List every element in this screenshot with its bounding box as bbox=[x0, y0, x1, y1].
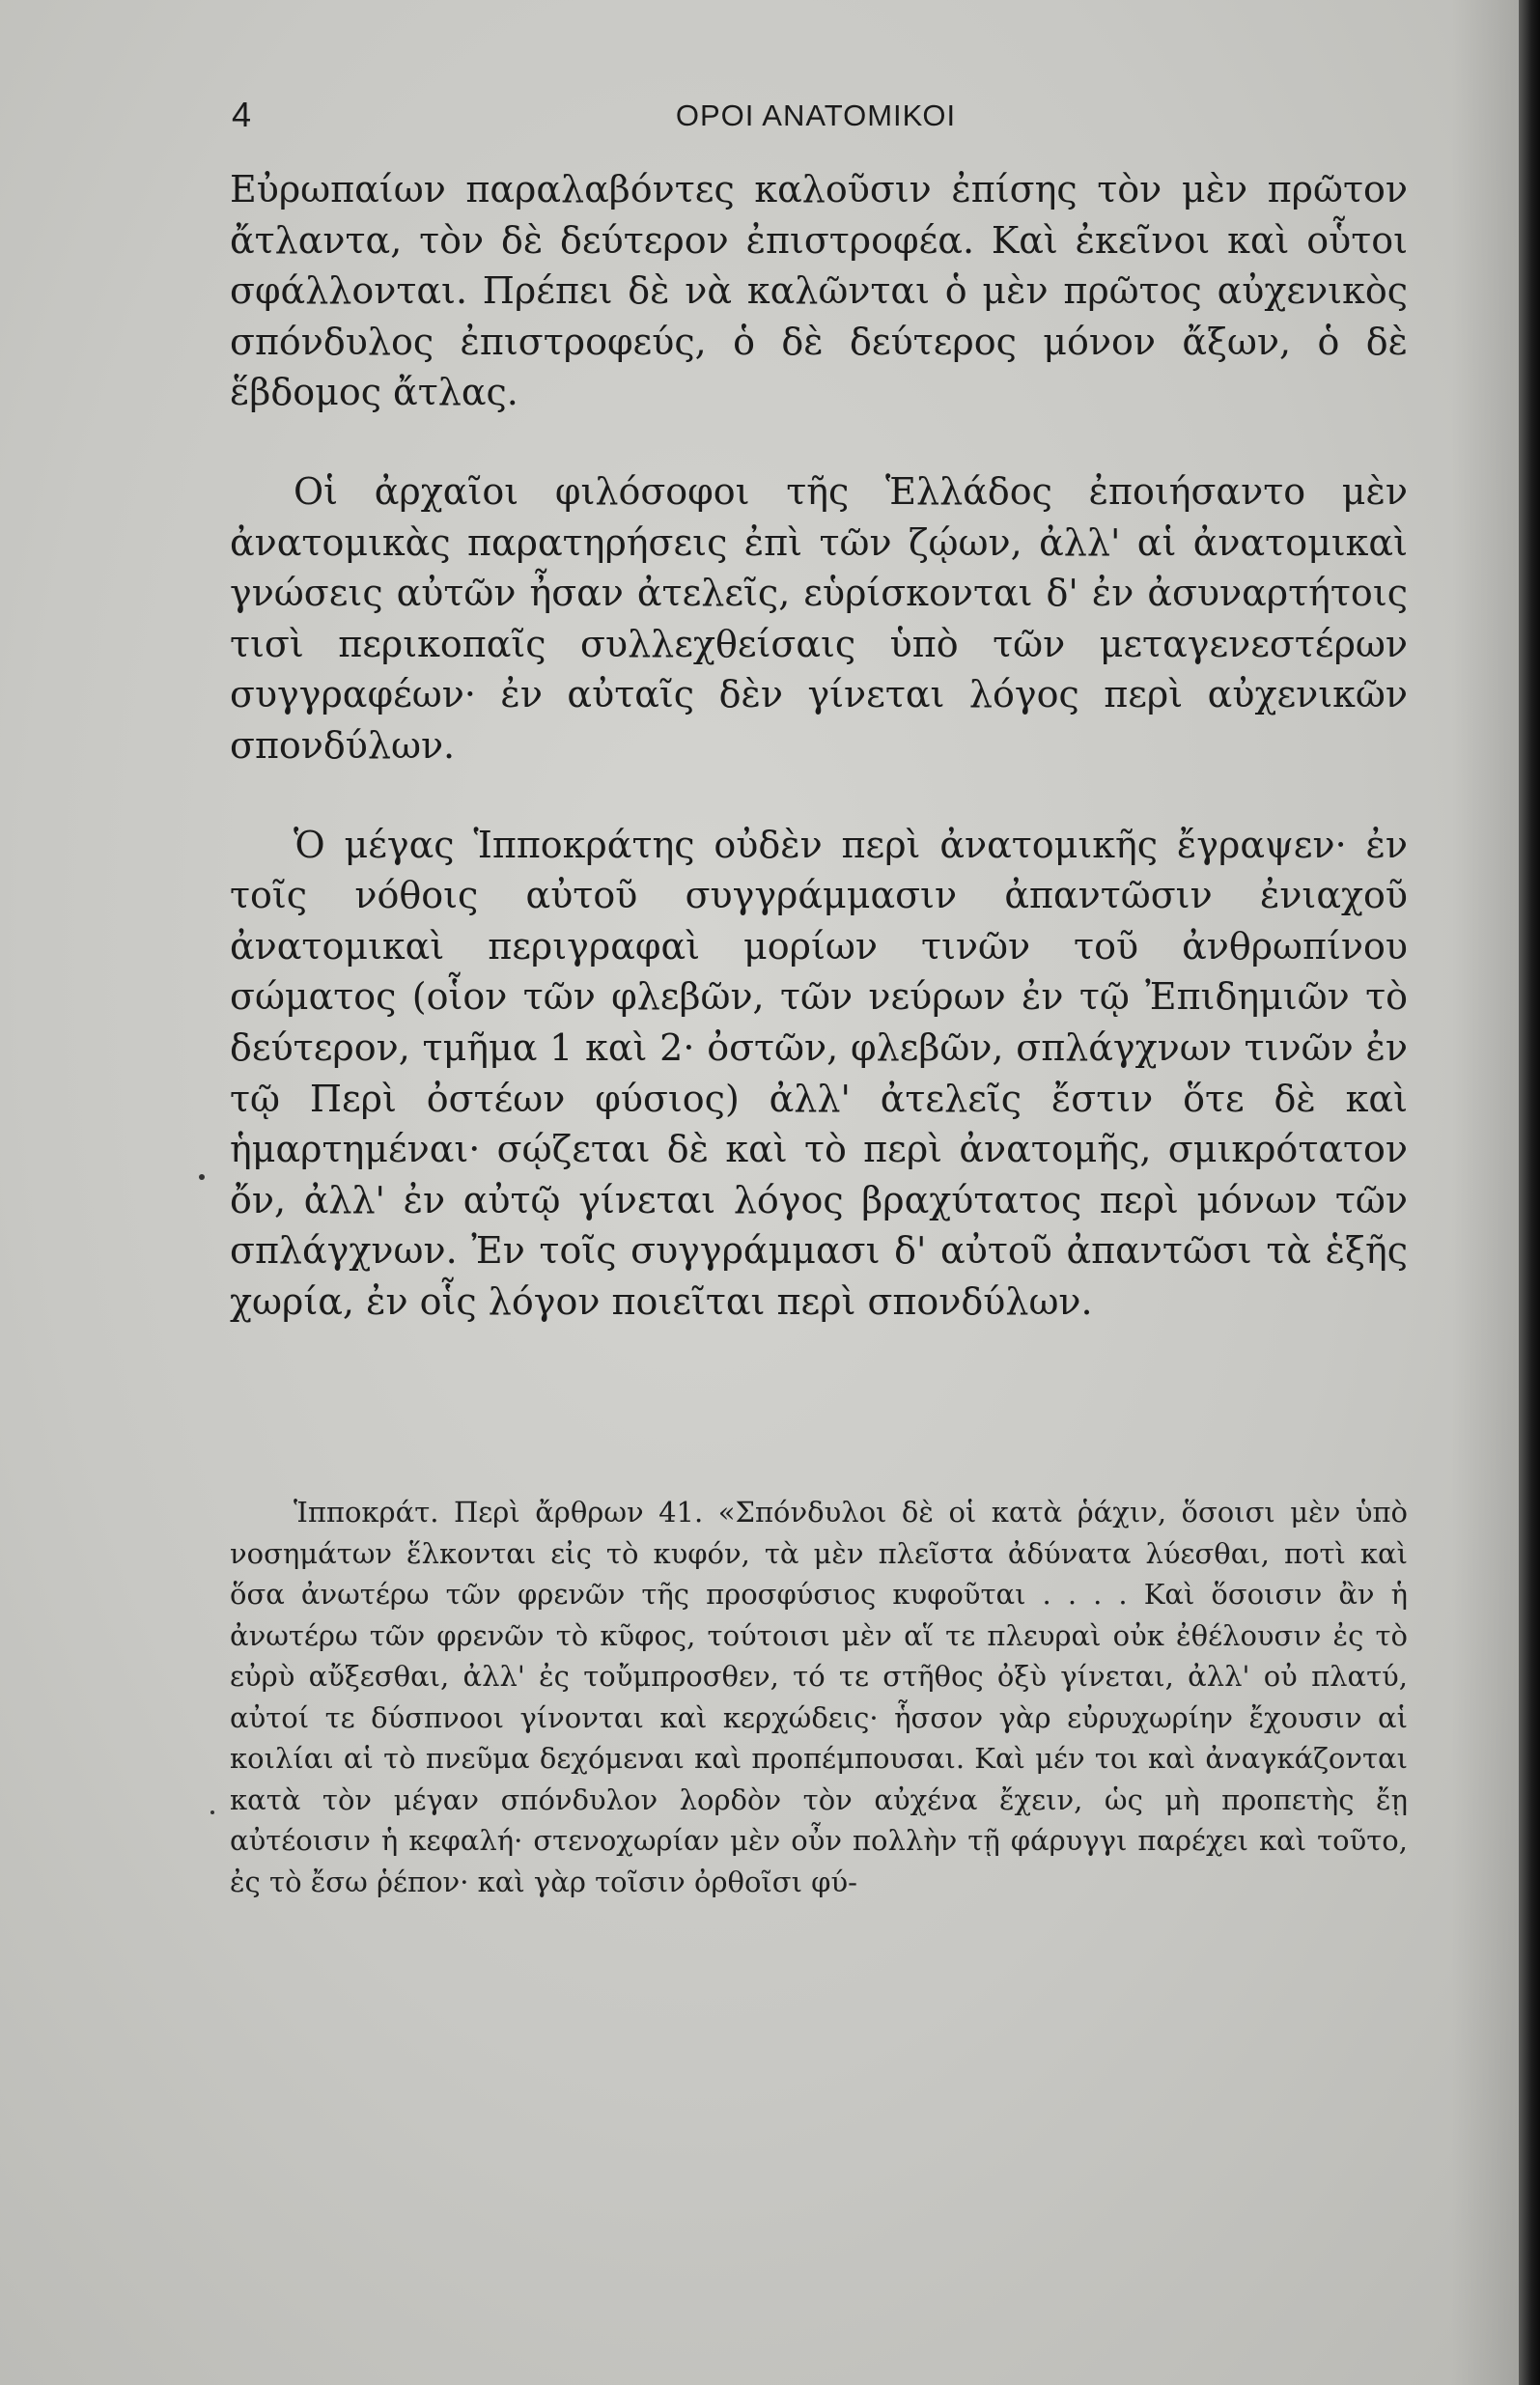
paragraph-1: Εὐρωπαίων παραλαβόντες καλοῦσιν ἐπίσης τὸν μὲν πρῶτον ἄτλαντα, τὸν δὲ δεύτερον ἐπιστροφέα. Καὶ ἐκεῖνοι καὶ οὗτοι σφάλλονται. Πρέπει δὲ νὰ καλῶνται ὁ μὲν πρῶτος αὐχενικὸς σπόνδυλος ἐπιστροφεύς, ὁ δὲ δεύτερος μόνον ἄξων, ὁ δὲ ἕβδομος ἄτλας. bbox=[230, 168, 1408, 414]
paragraph-3: Ὁ μέγας Ἱπποκράτης οὐδὲν περὶ ἀνατομικῆς ἔγραψεν· ἐν τοῖς νόθοις αὐτοῦ συγγράμμασιν ἀπαντῶσιν ἐνιαχοῦ ἀνατομικαὶ περιγραφαὶ μορίων τινῶν τοῦ ἀνθρωπίνου σώματος (οἷον τῶν φλεβῶν, τῶν νεύρων ἐν τῷ Ἐπιδημιῶν τὸ δεύτερον, τμῆμα 1 καὶ 2· ὀστῶν, φλεβῶν, σπλάγχνων τινῶν ἐν τῷ Περὶ ὀστέων φύσιος) ἀλλ' ἀτελεῖς ἔστιν ὅτε δὲ καὶ ἡμαρτημέναι· σῴζεται δὲ καὶ τὸ περὶ ἀνατομῆς, σμικρότατον ὄν, ἀλλ' ἐν αὐτῷ γίνεται λόγος βραχύτατος περὶ μόνων τῶν σπλάγχνων. Ἐν τοῖς συγγράμμασι δ' αὐτοῦ ἀπαντῶσι τὰ ἑξῆς χωρία, ἐν οἷς λόγον ποιεῖται περὶ σπονδύλων. bbox=[230, 823, 1408, 1323]
page-shadow bbox=[1451, 0, 1519, 2385]
main-text bbox=[230, 164, 1408, 1327]
page-header bbox=[232, 95, 1400, 143]
running-title: ΟΡΟΙ ΑΝΑΤΟΜΙΚΟΙ bbox=[675, 98, 957, 132]
quotation-block bbox=[230, 1492, 1408, 1902]
scan-speck bbox=[210, 1810, 214, 1814]
page-edge bbox=[1519, 0, 1540, 2385]
quotation-text: Ἱπποκράτ. Περὶ ἄρθρων 41. «Σπόνδυλοι δὲ οἱ κατὰ ῥάχιν, ὅσοισι μὲν ὑπὸ νοσημάτων ἕλκονται εἰς τὸ κυφόν, τὰ μὲν πλεῖστα ἀδύνατα λύεσθαι, ποτὶ καὶ ὅσα ἀνωτέρω τῶν φρενῶν τῆς προσφύσιος κυφοῦται . . . . Καὶ ὅσοισιν ἂν ἡ ἀνωτέρω τῶν φρενῶν τὸ κῦφος, τούτοισι μὲν αἵ τε πλευραὶ οὐκ ἐθέλουσιν ἐς τὸ εὐρὺ αὔξεσθαι, ἀλλ' ἐς τοὔμπροσθεν, τό τε στῆθος ὀξὺ γίνεται, ἀλλ' οὐ πλατύ, αὐτοί τε δύσπνοοι γίνονται καὶ κερχώδεις· ἧσσον γὰρ εὐρυχωρίην ἔχουσιν αἱ κοιλίαι αἱ τὸ πνεῦμα δεχόμεναι καὶ προπέμπουσαι. Καὶ μέν τοι καὶ ἀναγκάζονται κατὰ τὸν μέγαν σπόνδυλον λορδὸν τὸν αὐχένα ἔχειν, ὡς μὴ προπετὴς ἔῃ αὐτέοισιν ἡ κεφαλή· στενοχωρίαν μὲν οὖν πολλὴν τῇ φάρυγγι παρέχει καὶ τοῦτο, ἐς τὸ ἔσω ῥέπον· καὶ γὰρ τοῖσιν ὀρθοῖσι φύ- bbox=[230, 1496, 1408, 1898]
paragraph-2: Οἱ ἀρχαῖοι φιλόσοφοι τῆς Ἑλλάδος ἐποιήσαντο μὲν ἀνατομικὰς παρατηρήσεις ἐπὶ τῶν ζῴων, ἀλλ' αἱ ἀνατομικαὶ γνώσεις αὐτῶν ἦσαν ἀτελεῖς, εὑρίσκονται δ' ἐν ἀσυναρτήτοις τισὶ περικοπαῖς συλλεχθείσαις ὑπὸ τῶν μεταγενεστέρων συγγραφέων· ἐν αὐταῖς δὲν γίνεται λόγος περὶ αὐχενικῶν σπονδύλων. bbox=[230, 469, 1408, 767]
page-number: 4 bbox=[232, 95, 252, 134]
scan-speck bbox=[199, 1174, 205, 1180]
